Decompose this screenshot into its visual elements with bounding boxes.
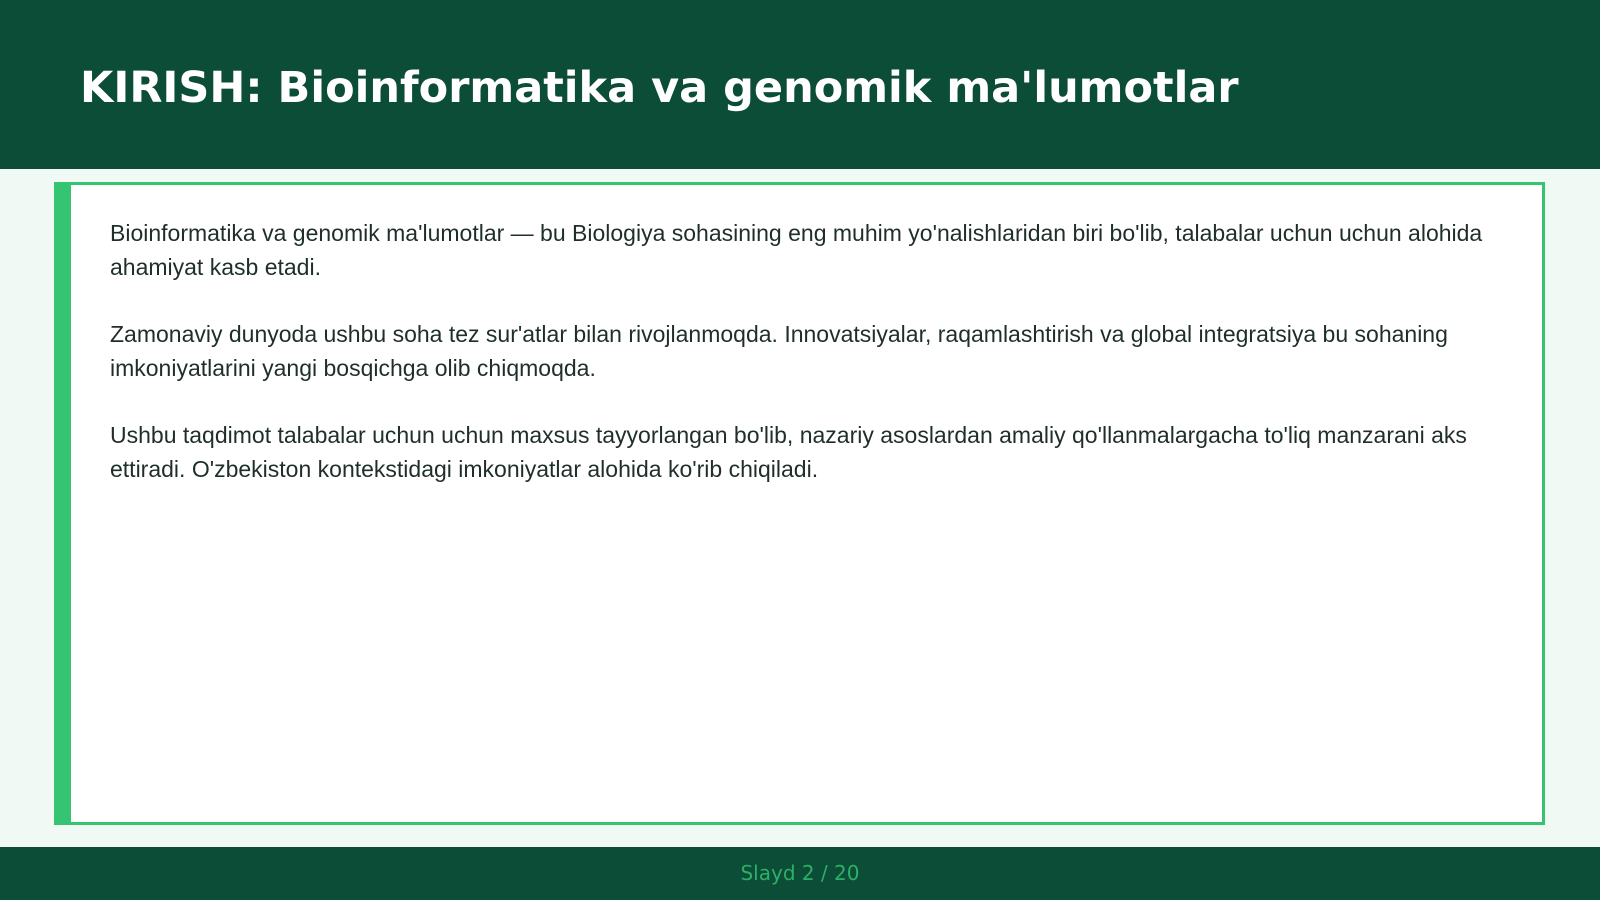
modern-world-paragraph: Zamonaviy dunyoda ushbu soha tez sur'atlar bilan rivojlanmoqda. Innovatsiyalar, raqamlashtirish va global integratsiya bu sohaning imkoniyatlarini yangi bosqichga olib chiqmoqda. — [110, 321, 1448, 381]
slide-counter: Slayd 2 / 20 — [740, 861, 860, 885]
slide-footer — [0, 847, 1600, 900]
paragraph-list — [110, 216, 1500, 519]
slide-title: KIRISH: Bioinformatika va genomik ma'lumotlar — [80, 63, 1239, 113]
slide-header — [0, 0, 1600, 169]
intro-paragraph: Bioinformatika va genomik ma'lumotlar — bu Biologiya sohasining eng muhim yo'nalishlaridan biri bo'lib, talabalar uchun uchun alohida ahamiyat kasb etadi. — [110, 220, 1483, 280]
content-card — [54, 182, 1545, 825]
presentation-purpose-paragraph: Ushbu taqdimot talabalar uchun uchun maxsus tayyorlangan bo'lib, nazariy asoslardan amaliy qo'llanmalargacha to'liq manzarani aks ettiradi. O'zbekiston kontekstidagi imkoniyatlar alohida ko'rib chiqiladi. — [110, 422, 1467, 482]
